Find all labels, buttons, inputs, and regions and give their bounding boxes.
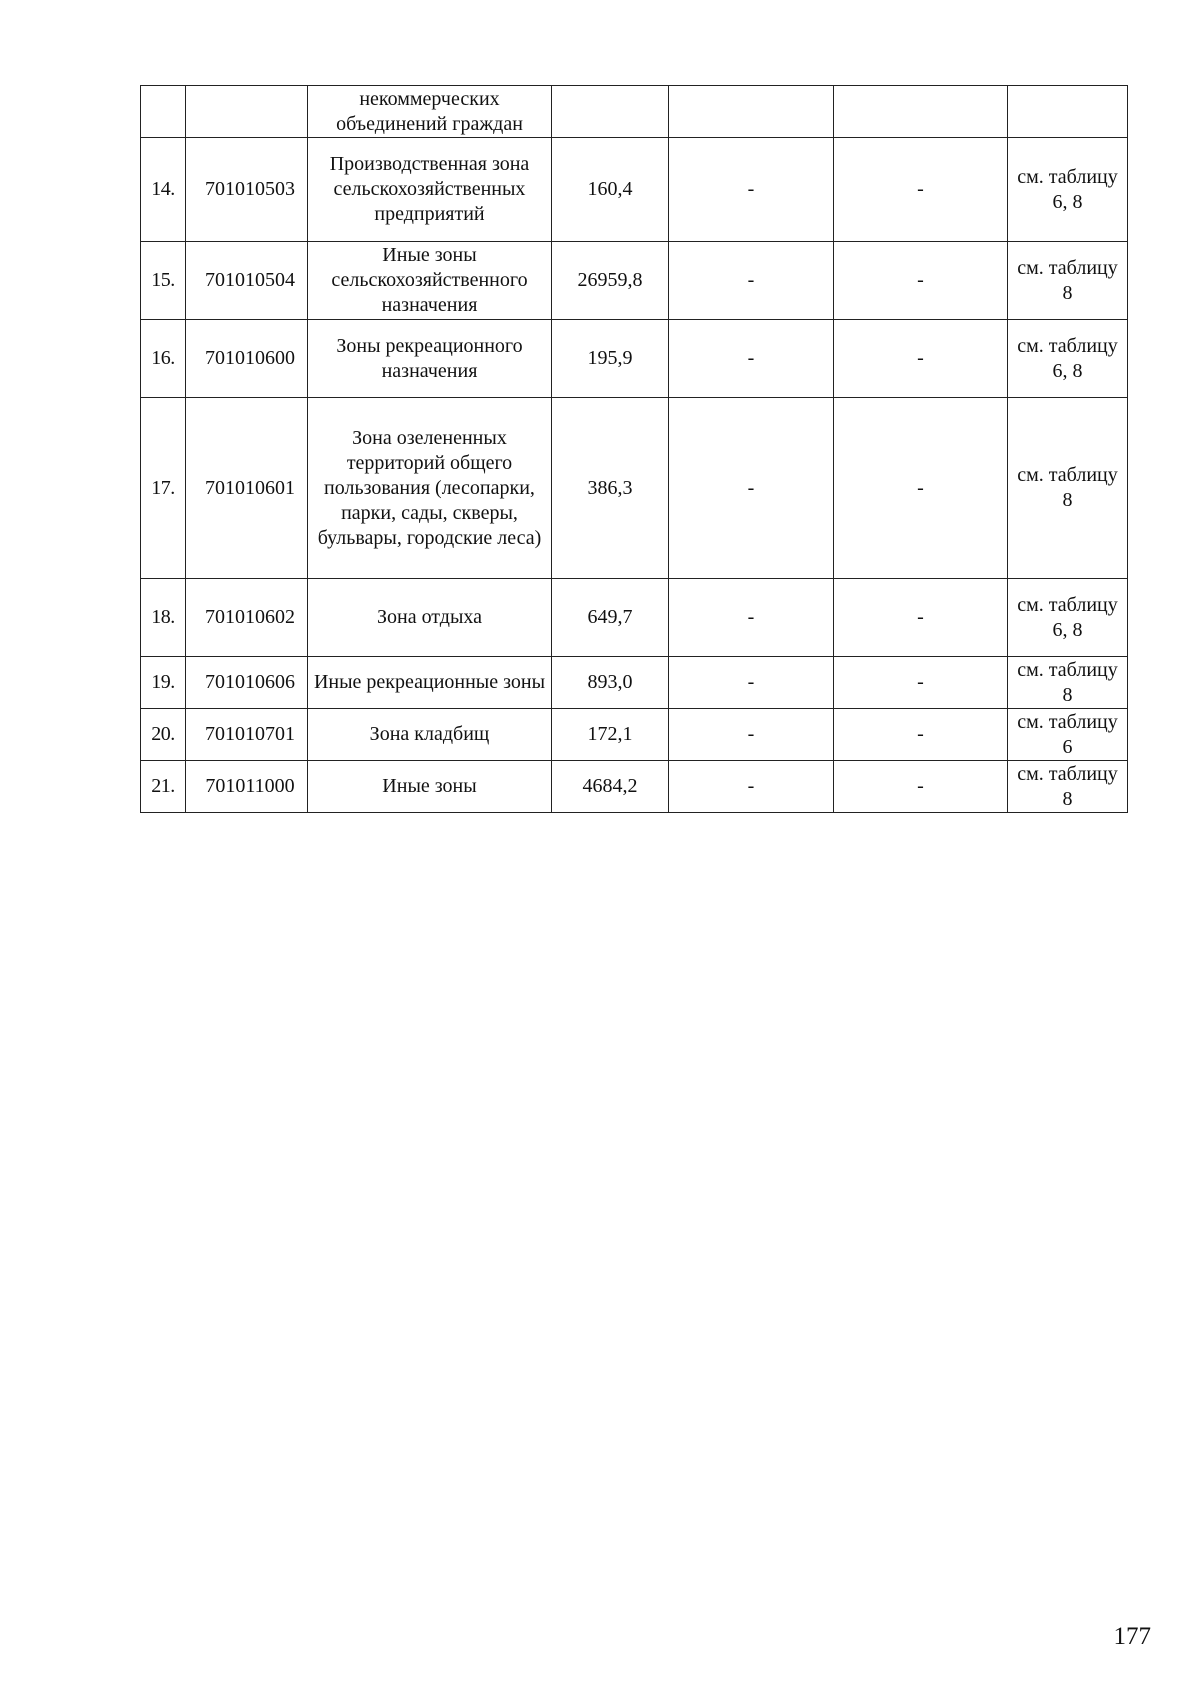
- zone-area: 172,1: [552, 709, 669, 761]
- column-5-value: -: [669, 761, 834, 813]
- column-6-value: -: [834, 398, 1008, 579]
- row-number: 20.: [141, 709, 186, 761]
- zone-code: 701010606: [186, 657, 308, 709]
- table-row: [141, 138, 1128, 242]
- column-6-value: -: [834, 242, 1008, 320]
- zone-code: [186, 86, 308, 138]
- zone-name: Зоны рекреационного назначения: [308, 320, 552, 398]
- zone-name: Иные зоны: [308, 761, 552, 813]
- zone-name: Зона отдыха: [308, 579, 552, 657]
- zone-area: 386,3: [552, 398, 669, 579]
- zone-code: 701010602: [186, 579, 308, 657]
- column-5-value: -: [669, 579, 834, 657]
- column-6-value: -: [834, 657, 1008, 709]
- reference-note: см. таблицу 6, 8: [1008, 138, 1128, 242]
- zone-name: Иные рекреационные зоны: [308, 657, 552, 709]
- column-5-value: -: [669, 320, 834, 398]
- column-6-value: [834, 86, 1008, 138]
- zone-name: некоммерческих объединений граждан: [308, 86, 552, 138]
- zone-code: 701010600: [186, 320, 308, 398]
- table-row: [141, 320, 1128, 398]
- zone-name: Зона озелененных территорий общего пользования (лесопарки, парки, сады, скверы, бульвары, городские леса): [308, 398, 552, 579]
- zones-table: [140, 85, 1128, 813]
- reference-note: [1008, 86, 1128, 138]
- table-row: [141, 579, 1128, 657]
- zone-area: [552, 86, 669, 138]
- table-row: [141, 86, 1128, 138]
- reference-note: см. таблицу 8: [1008, 761, 1128, 813]
- column-5-value: -: [669, 398, 834, 579]
- zone-code: 701010504: [186, 242, 308, 320]
- reference-note: см. таблицу 8: [1008, 398, 1128, 579]
- zone-name: Зона кладбищ: [308, 709, 552, 761]
- reference-note: см. таблицу 8: [1008, 657, 1128, 709]
- row-number: [141, 86, 186, 138]
- row-number: 17.: [141, 398, 186, 579]
- zone-code: 701010503: [186, 138, 308, 242]
- zone-area: 160,4: [552, 138, 669, 242]
- row-number: 15.: [141, 242, 186, 320]
- reference-note: см. таблицу 6, 8: [1008, 320, 1128, 398]
- zone-code: 701011000: [186, 761, 308, 813]
- column-6-value: -: [834, 761, 1008, 813]
- table-row: [141, 709, 1128, 761]
- zone-name: Производственная зона сельскохозяйственных предприятий: [308, 138, 552, 242]
- table-row: [141, 761, 1128, 813]
- column-6-value: -: [834, 709, 1008, 761]
- table-row: [141, 657, 1128, 709]
- row-number: 21.: [141, 761, 186, 813]
- zone-code: 701010701: [186, 709, 308, 761]
- zone-code: 701010601: [186, 398, 308, 579]
- row-number: 19.: [141, 657, 186, 709]
- zone-area: 893,0: [552, 657, 669, 709]
- column-5-value: -: [669, 138, 834, 242]
- reference-note: см. таблицу 6: [1008, 709, 1128, 761]
- page-number: 177: [1113, 1623, 1151, 1650]
- zone-area: 649,7: [552, 579, 669, 657]
- column-5-value: -: [669, 242, 834, 320]
- reference-note: см. таблицу 8: [1008, 242, 1128, 320]
- column-6-value: -: [834, 320, 1008, 398]
- column-5-value: -: [669, 657, 834, 709]
- column-5-value: [669, 86, 834, 138]
- table-row: [141, 398, 1128, 579]
- column-6-value: -: [834, 138, 1008, 242]
- zone-area: 195,9: [552, 320, 669, 398]
- row-number: 16.: [141, 320, 186, 398]
- zone-area: 26959,8: [552, 242, 669, 320]
- table-row: [141, 242, 1128, 320]
- column-5-value: -: [669, 709, 834, 761]
- row-number: 18.: [141, 579, 186, 657]
- reference-note: см. таблицу 6, 8: [1008, 579, 1128, 657]
- zone-area: 4684,2: [552, 761, 669, 813]
- row-number: 14.: [141, 138, 186, 242]
- zone-name: Иные зоны сельскохозяйственного назначения: [308, 242, 552, 320]
- column-6-value: -: [834, 579, 1008, 657]
